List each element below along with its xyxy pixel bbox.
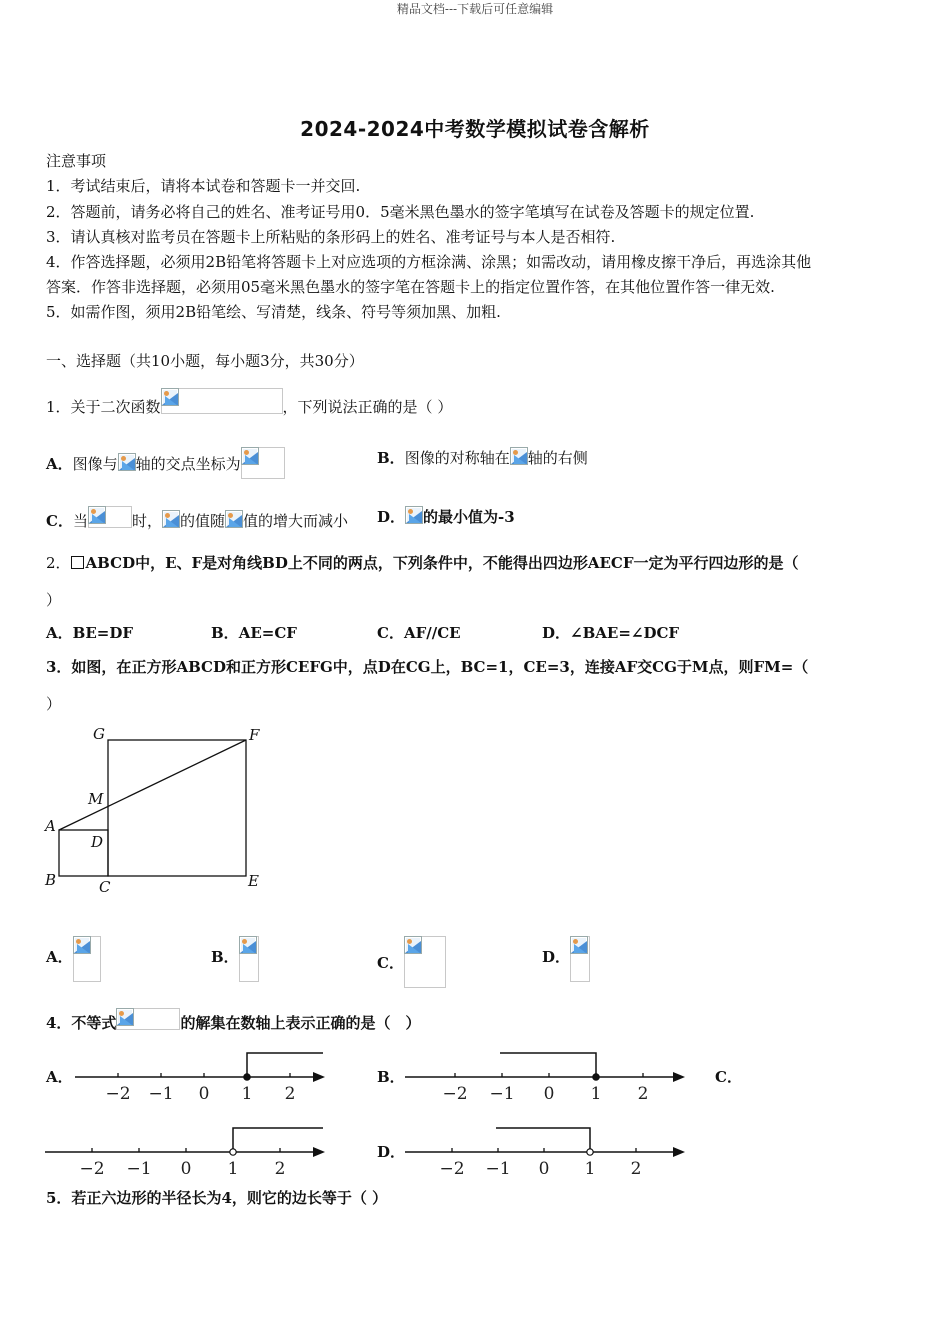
q4-option-c-label: C．	[715, 1068, 742, 1086]
solution-ray	[500, 1053, 596, 1077]
notes-heading: 注意事项	[46, 152, 107, 170]
q2-stem-end: ）	[46, 591, 62, 609]
formula-image-icon	[73, 936, 101, 982]
axis-arrow-icon	[313, 1147, 325, 1157]
q3-stem: 3．如图，在正方形ABCD和正方形CEFG中，点D在CG上，BC=1，CE=3，连接AF交CG于M点，则FM=（	[46, 658, 809, 676]
q4-stem: 4．不等式 的解集在数轴上表示正确的是（ ）	[46, 1008, 420, 1033]
tick-label: 1	[584, 1159, 596, 1179]
q2-stem: 2． ABCD中，E、F是对角线BD上不同的两点，下列条件中，不能得出四边形AECF一定为平行四边形的是（	[46, 554, 799, 572]
square-cefg	[108, 740, 246, 876]
q2-option-b: B．AE=CF	[211, 624, 297, 642]
formula-image-icon	[241, 447, 285, 479]
formula-image-icon	[161, 388, 283, 414]
formula-image-icon	[405, 506, 423, 524]
formula-image-icon	[510, 447, 528, 465]
note-item: 5．如需作图，须用2B铅笔绘、写清楚，线条、符号等须加黑、加粗.	[46, 303, 501, 321]
formula-image-icon	[162, 510, 180, 528]
q2-option-d: D．∠BAE=∠DCF	[542, 624, 680, 642]
formula-image-icon	[116, 1008, 180, 1030]
q1-stem: 1．关于二次函数 ，下列说法正确的是（ ）	[46, 388, 452, 417]
tick-label: −1	[148, 1084, 174, 1104]
tick-label: −2	[105, 1084, 131, 1104]
q3-option-c: C．	[377, 936, 446, 988]
axis-arrow-icon	[313, 1072, 325, 1082]
label-b: B	[45, 871, 57, 889]
note-item: 1．考试结束后，请将本试卷和答题卡一并交回.	[46, 177, 361, 195]
tick-label: 2	[630, 1159, 642, 1179]
open-endpoint	[587, 1149, 593, 1155]
tick-label: −1	[485, 1159, 511, 1179]
label-e: E	[248, 872, 259, 890]
page-header: 精品文档---下载后可任意编辑	[396, 2, 554, 16]
parallelogram-symbol-icon	[71, 556, 84, 569]
formula-image-icon	[225, 510, 243, 528]
formula-image-icon	[118, 453, 136, 471]
formula-image-icon	[88, 506, 132, 528]
tick-label: 2	[284, 1084, 296, 1104]
q5-stem: 5．若正六边形的半径长为4，则它的边长等于（ ）	[46, 1189, 388, 1207]
tick-label: −1	[489, 1084, 515, 1104]
axis-arrow-icon	[673, 1147, 685, 1157]
q3-option-a: A．	[46, 936, 101, 982]
q3-stem-end: ）	[46, 695, 62, 713]
label-g: G	[93, 725, 105, 743]
q3-option-d: D．	[542, 936, 590, 982]
tick-label: 0	[543, 1084, 555, 1104]
q2-option-a: A．BE=DF	[46, 624, 133, 642]
formula-image-icon	[570, 936, 590, 982]
q1-option-b: B．图像的对称轴在 轴的右侧	[377, 449, 588, 467]
q1-option-d: D． 的最小值为-3	[377, 508, 515, 526]
tick-label: 0	[538, 1159, 550, 1179]
tick-label: 1	[590, 1084, 602, 1104]
tick-label: 1	[227, 1159, 239, 1179]
number-line-c	[40, 1120, 335, 1180]
tick-label: 0	[198, 1084, 210, 1104]
tick-label: −2	[79, 1159, 105, 1179]
number-line-d	[400, 1120, 695, 1180]
tick-label: 1	[241, 1084, 253, 1104]
tick-label: −1	[126, 1159, 152, 1179]
label-d: D	[91, 833, 104, 851]
note-item: 2．答题前，请务必将自己的姓名、准考证号用0．5毫米黑色墨水的签字笔填写在试卷及答题卡的规定位置.	[46, 203, 755, 221]
solution-ray	[233, 1128, 323, 1152]
solution-ray	[496, 1128, 590, 1152]
tick-label: 2	[274, 1159, 286, 1179]
q4-option-d-label: D．	[377, 1143, 406, 1161]
q3-option-b: B．	[211, 936, 259, 982]
formula-image-icon	[404, 936, 446, 988]
tick-label: −2	[439, 1159, 465, 1179]
formula-image-icon	[239, 936, 259, 982]
note-item: 3．请认真核对监考员在答题卡上所粘贴的条形码上的姓名、准考证号与本人是否相符.	[46, 228, 616, 246]
tick-label: 0	[180, 1159, 192, 1179]
number-line-a	[70, 1045, 335, 1105]
solution-ray	[247, 1053, 323, 1077]
q4-option-b-label: B．	[377, 1068, 405, 1086]
open-endpoint	[230, 1149, 236, 1155]
label-m: M	[88, 790, 104, 808]
tick-label: 2	[637, 1084, 649, 1104]
q1-option-c: C．当 时， 的值随 值的增大而减小	[46, 506, 348, 531]
tick-label: −2	[442, 1084, 468, 1104]
q1-option-a: A．图像与 轴的交点坐标为	[46, 447, 285, 479]
label-c: C	[99, 878, 111, 896]
page-title: 2024-2024中考数学模拟试卷含解析	[300, 117, 650, 141]
line-af	[59, 740, 246, 830]
number-line-b	[400, 1045, 695, 1105]
q4-option-a-label: A．	[46, 1068, 73, 1086]
closed-endpoint	[593, 1074, 599, 1080]
q3-geometry-figure	[40, 722, 270, 897]
closed-endpoint	[244, 1074, 250, 1080]
axis-arrow-icon	[673, 1072, 685, 1082]
q2-option-c: C．AF//CE	[377, 624, 461, 642]
note-item: 4．作答选择题，必须用2B铅笔将答题卡上对应选项的方框涂满、涂黑；如需改动，请用橡皮擦干净后，再选涂其他	[46, 253, 812, 271]
note-item: 答案．作答非选择题，必须用05毫米黑色墨水的签字笔在答题卡上的指定位置作答，在其他位置作答一律无效.	[46, 278, 775, 296]
label-a: A	[45, 817, 56, 835]
section-heading: 一、选择题（共10小题，每小题3分，共30分）	[46, 352, 364, 370]
label-f: F	[249, 726, 260, 744]
